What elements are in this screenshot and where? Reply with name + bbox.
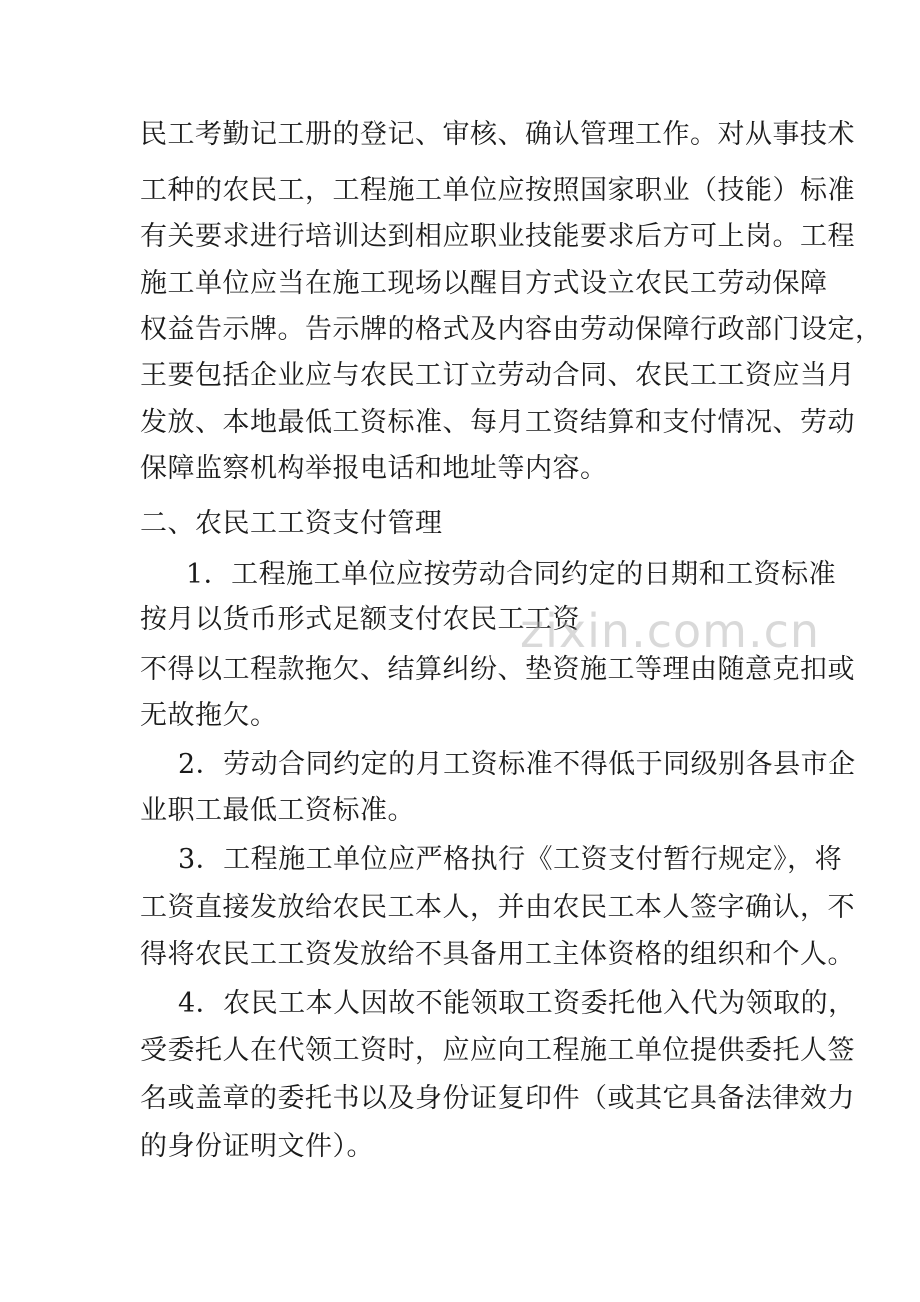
- text-line-14: 2．劳动合同约定的月工资标准不得低于同级别各县市企: [178, 749, 856, 780]
- section-heading: 二、农民工工资支付管理: [140, 508, 443, 539]
- text-line-17: 工资直接发放给农民工本人，并由农民工本人签字确认，不: [140, 892, 855, 923]
- text-line-22: 的身份证明文件）。: [140, 1131, 374, 1162]
- text-line-2: 工种的农民工，工程施工单位应按照国家职业（技能）标准: [140, 175, 855, 206]
- text-line-19: 4．农民工本人因故不能领取工资委托他入代为领取的，: [178, 988, 856, 1019]
- text-line-18: 得将农民工工资发放给不具备用工主体资格的组织和个人。: [140, 939, 855, 970]
- text-line-12: 不得以工程款拖欠、结算纠纷、垫资施工等理由随意克扣或: [140, 654, 855, 685]
- text-line-1: 民工考勤记工册的登记、审核、确认管理工作。对从事技术: [140, 119, 855, 150]
- text-line-15: 业职工最低工资标准。: [140, 795, 415, 826]
- text-line-8: 保障监察机构举报电话和地址等内容。: [140, 453, 608, 484]
- watermark: zixin.com.cn: [520, 604, 821, 658]
- text-line-16: 3．工程施工单位应严格执行《工资支付暂行规定》，将: [178, 844, 843, 875]
- text-line-10: 1．工程施工单位应按劳动合同约定的日期和工资标准: [186, 559, 837, 590]
- text-line-7: 发放、本地最低工资标准、每月工资结算和支付情况、劳动: [140, 407, 855, 438]
- text-line-6: 王要包括企业应与农民工订立劳动合同、农民工工资应当月: [140, 360, 855, 391]
- text-line-13: 无故拖欠。: [140, 700, 278, 731]
- text-line-3: 有关要求进行培训达到相应职业技能要求后方可上岗。工程: [140, 221, 855, 252]
- text-line-11: 按月以货币形式足额支付农民工工资: [140, 604, 580, 635]
- text-line-21: 名或盖章的委托书以及身份证复印件（或其它具备法律效力: [140, 1083, 855, 1114]
- text-line-5: 权益告示牌。告示牌的格式及内容由劳动保障行政部门设定，: [140, 314, 883, 345]
- text-line-20: 受委托人在代领工资时，应应向工程施工单位提供委托人签: [140, 1035, 855, 1066]
- text-line-4: 施工单位应当在施工现场以醒目方式设立农民工劳动保障: [140, 268, 828, 299]
